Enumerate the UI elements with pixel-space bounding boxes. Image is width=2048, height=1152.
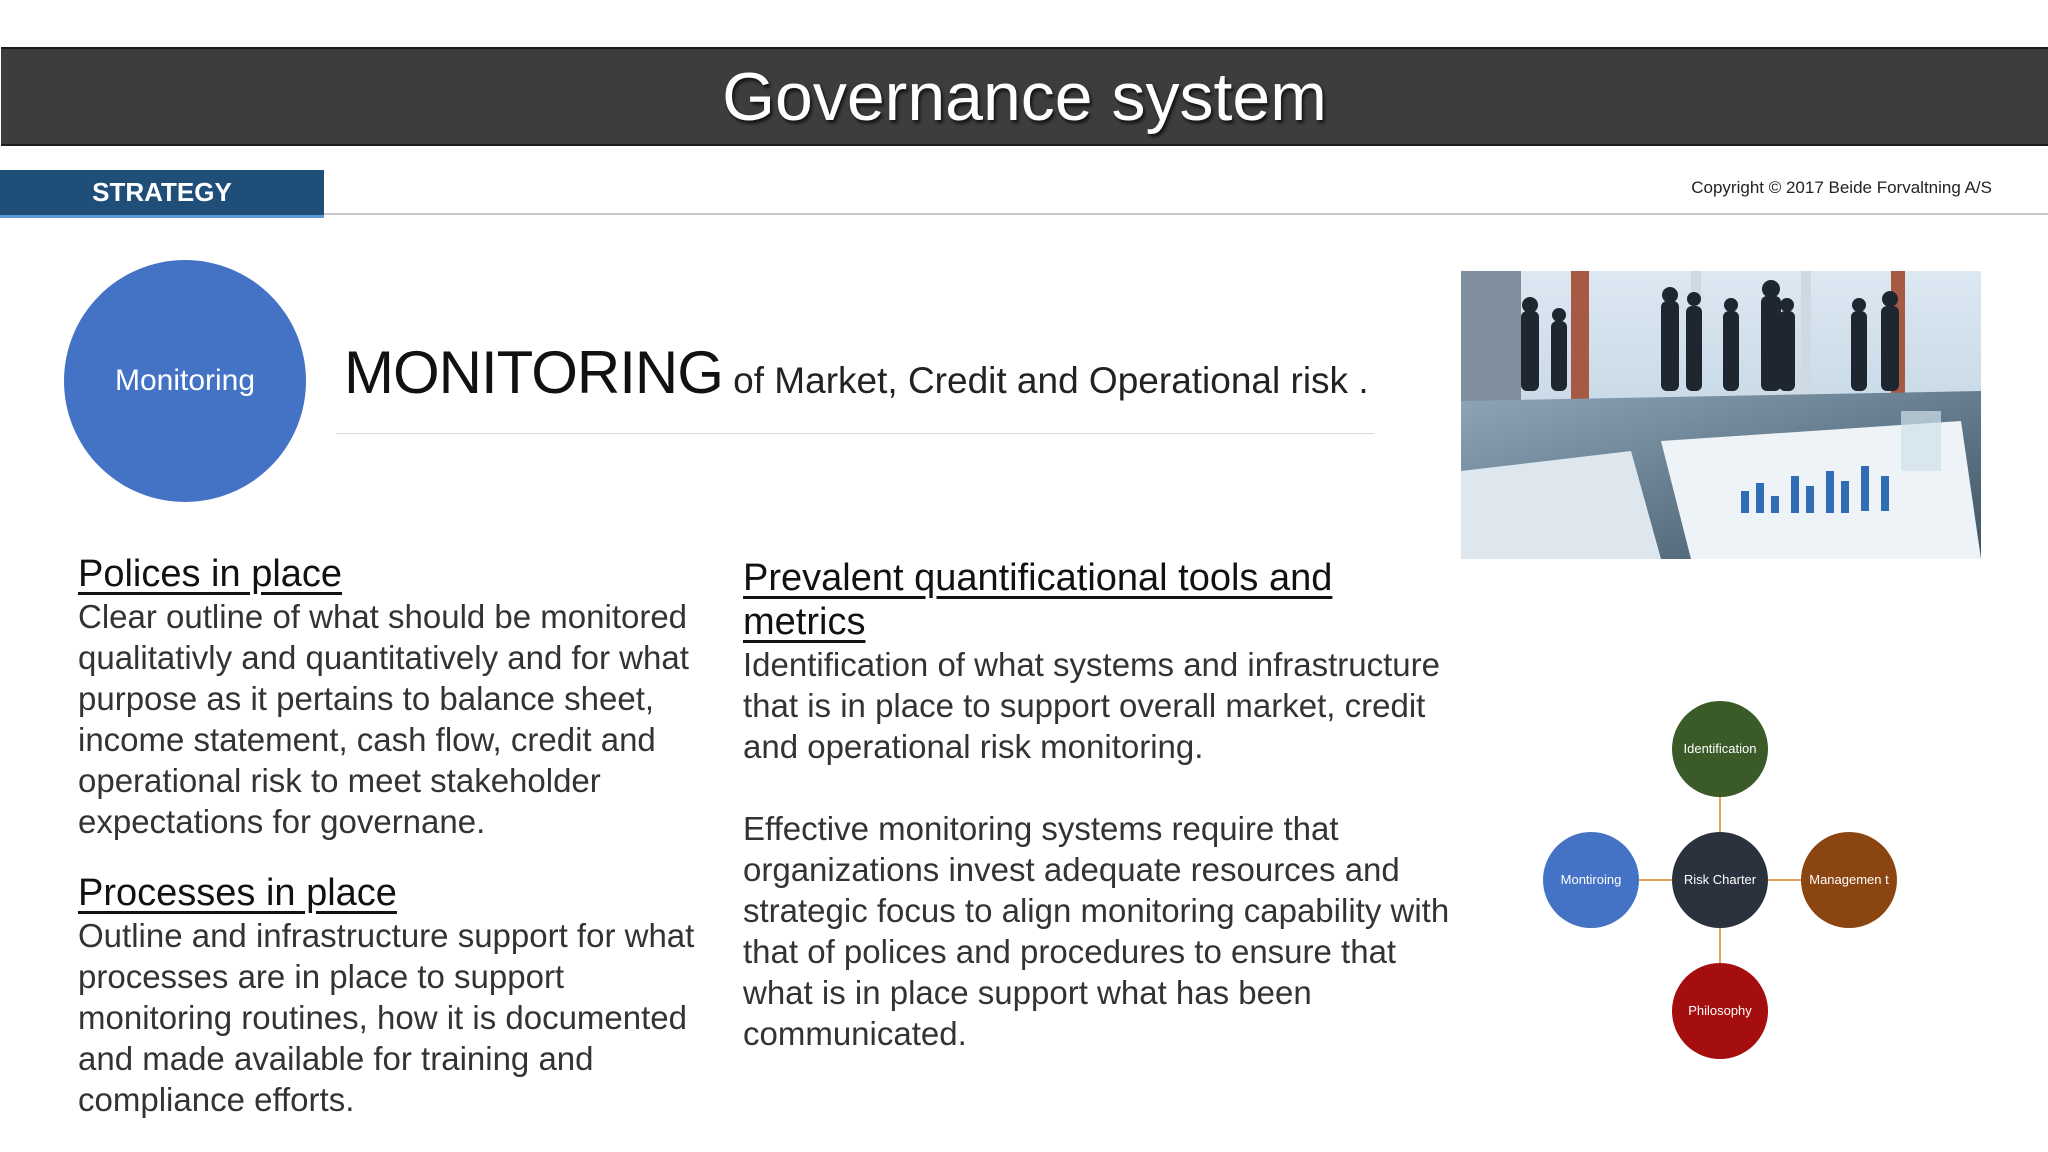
connector-left [1639, 879, 1672, 881]
node-identification: Identification [1672, 701, 1768, 797]
tools-line: what is in place support what has been [743, 974, 1312, 1011]
tools-line: that of polices and procedures to ensure that [743, 933, 1397, 970]
risk-charter-diagram [1530, 696, 1910, 1066]
section-processes [78, 871, 728, 1120]
photo-illustration [1461, 271, 1981, 559]
processes-line: compliance efforts. [78, 1081, 355, 1118]
monitoring-circle-label: Monitoring [114, 364, 256, 397]
processes-line: and made available for training and [78, 1040, 594, 1077]
strategy-tab: STRATEGY [0, 170, 324, 218]
headline-main: MONITORING [344, 339, 723, 406]
policies-heading: Polices in place [78, 553, 343, 595]
processes-line: monitoring routines, how it is documented [78, 999, 687, 1036]
processes-line: processes are in place to support [78, 958, 565, 995]
section-policies [78, 552, 718, 842]
section-tools [743, 556, 1463, 1054]
policies-line: purpose as it pertains to balance sheet, [78, 680, 655, 717]
connector-right [1768, 879, 1801, 881]
connector-bottom [1719, 928, 1721, 963]
node-monitoring: Montiroing [1543, 832, 1639, 928]
tools-line: organizations invest adequate resources and [743, 851, 1400, 888]
headline-sub: of Market, Credit and Operational risk . [722, 360, 1369, 401]
business-meeting-photo [1461, 271, 1981, 559]
header-divider [324, 213, 2048, 215]
processes-heading: Processes in place [78, 872, 397, 914]
tools-line: strategic focus to align monitoring capability with [743, 892, 1450, 929]
connector-top [1719, 797, 1721, 832]
policies-line: expectations for governane. [78, 803, 486, 840]
policies-line: operational risk to meet stakeholder [78, 762, 601, 799]
copyright-notice: Copyright © 2017 Beide Forvaltning A/S [1691, 178, 1992, 197]
headline [344, 338, 1374, 416]
policies-line: income statement, cash flow, credit and [78, 721, 656, 758]
title-bar [1, 47, 2048, 146]
tools-line: and operational risk monitoring. [743, 728, 1204, 765]
tools-line: that is in place to support overall market, credit [743, 687, 1426, 724]
node-risk-charter: Risk Charter [1672, 832, 1768, 928]
node-philosophy: Philosophy [1672, 963, 1768, 1059]
tools-line: communicated. [743, 1015, 967, 1052]
processes-line: Outline and infrastructure support for what [78, 917, 695, 954]
tools-line: Identification of what systems and infrastructure [743, 646, 1440, 683]
tools-line: Effective monitoring systems require that [743, 810, 1339, 847]
slide-title: Governance system [722, 58, 1327, 135]
monitoring-circle [64, 260, 306, 502]
policies-line: qualitativly and quantitatively and for what [78, 639, 689, 676]
policies-line: Clear outline of what should be monitored [78, 598, 688, 635]
node-management: Managemen t [1801, 832, 1897, 928]
tools-heading: Prevalent quantificational tools and metrics [743, 557, 1333, 643]
paragraph-gap [743, 767, 1463, 808]
headline-divider [336, 433, 1374, 434]
